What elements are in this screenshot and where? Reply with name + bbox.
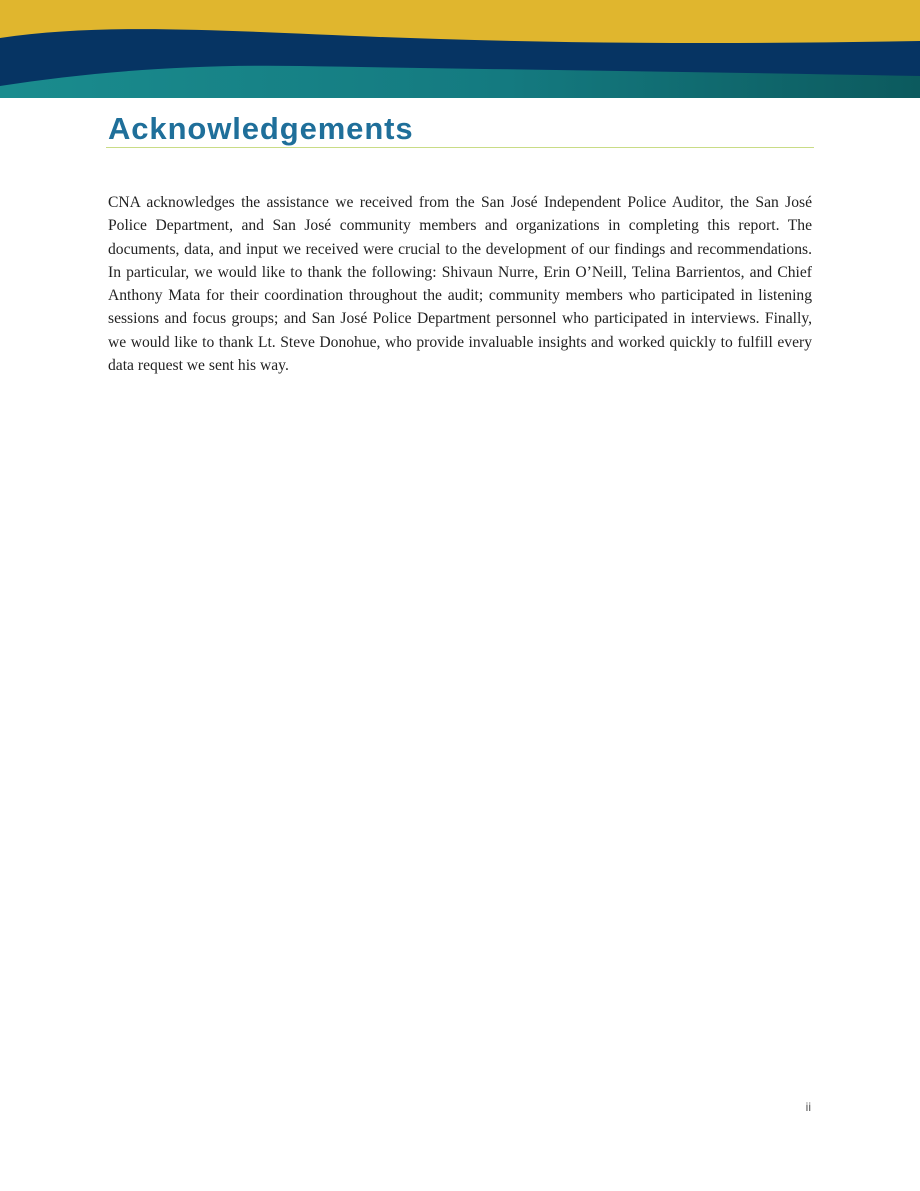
header-wave-banner: [0, 0, 920, 98]
page-number: ii: [805, 1100, 811, 1114]
page-title: Acknowledgements: [108, 111, 414, 146]
acknowledgements-paragraph: CNA acknowledges the assistance we received from the San José Independent Police Auditor, the San José Police Department, and San José community members and organizations in completing this report. The documents, data, and input we received were crucial to the development of our findings and recommendations. In particular, we would like to thank the following: Shivaun Nurre, Erin O’Neill, Telina Barrientos, and Chief Anthony Mata for their coordination throughout the audit; community members who participated in listening sessions and focus groups; and San José Police Department personnel who participated in interviews. Finally, we would like to thank Lt. Steve Donohue, who provide invaluable insights and worked quickly to fulfill every data request we sent his way.: [108, 194, 812, 375]
title-underline: [106, 147, 814, 148]
